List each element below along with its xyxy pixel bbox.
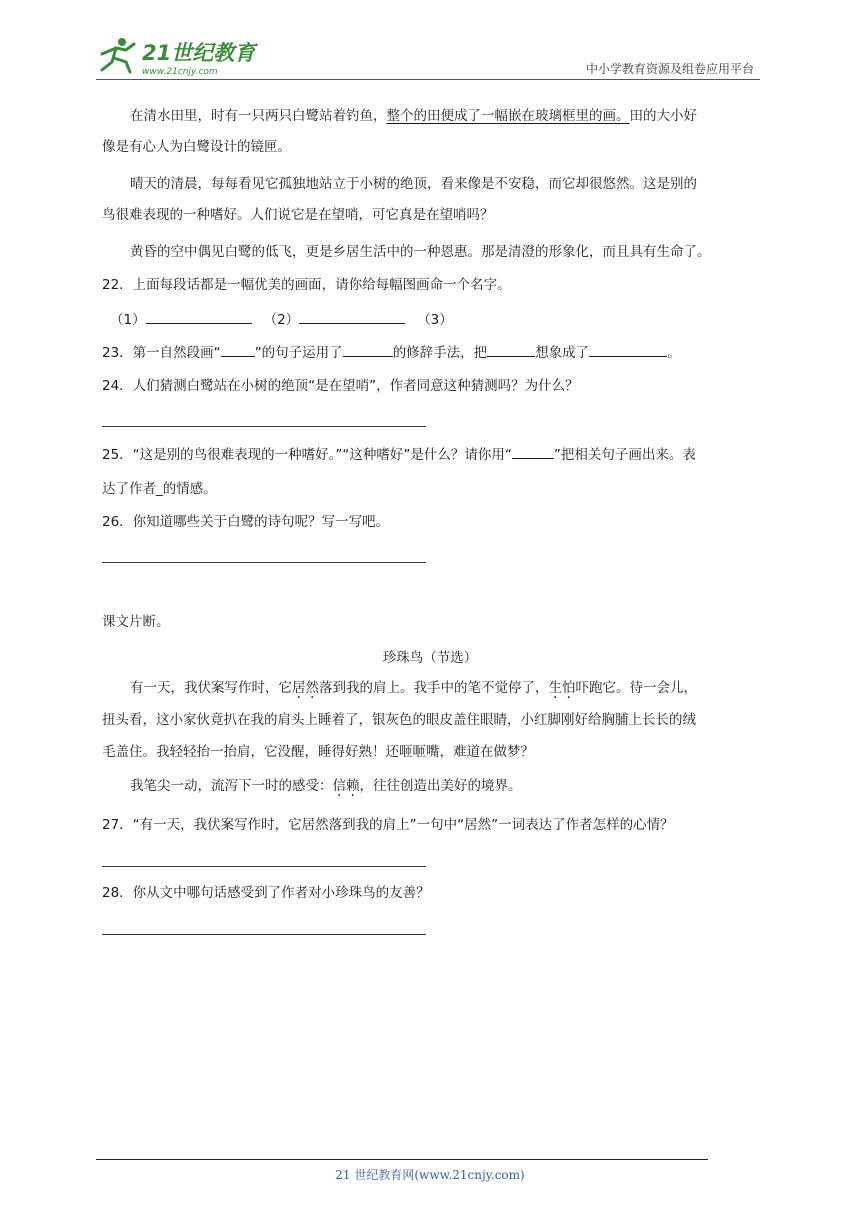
passage2-line4 xyxy=(130,776,522,796)
text-span: 落到我的肩上。我手中的笔不觉停了， xyxy=(319,680,549,696)
answer-blank[interactable] xyxy=(221,342,255,357)
logo-title: 21世纪教育 xyxy=(142,41,256,65)
emphasis-char: 然 xyxy=(305,680,319,696)
page-header xyxy=(96,30,760,80)
answer-blank[interactable] xyxy=(343,342,393,357)
logo-url: www.21cnjy.com xyxy=(142,67,218,77)
text-span: 的修辞手法，把 xyxy=(392,345,488,361)
answer-line-26[interactable] xyxy=(102,562,426,563)
footer-link[interactable]: 21 世纪教育网(www.21cnjy.com) xyxy=(335,1168,525,1182)
passage1-para1-line2: 像是有心人为白鹭设计的镜匣。 xyxy=(102,139,291,155)
answer-blank-2[interactable] xyxy=(299,309,405,324)
header-divider xyxy=(96,79,760,80)
text-span: 想象成了 xyxy=(535,345,590,361)
passage2-line3: 毛盖住。我轻轻抬一抬肩，它没醒，睡得好熟！还咂咂嘴，难道在做梦？ xyxy=(102,744,534,760)
blank-label-1: （1） xyxy=(110,312,146,328)
text-span: 吓跑它。待一会儿， xyxy=(575,680,697,696)
text-span: 在清水田里，时有一只两只白鹭站着钓鱼， xyxy=(130,108,387,124)
blank-label-3: （3） xyxy=(417,312,453,328)
passage2-line2: 扭头看，这小家伙竟扒在我的肩头上睡着了，银灰色的眼皮盖住眼睛，小红脚刚好给胸脯上长长的绒 xyxy=(102,712,696,728)
emphasis-char: 居 xyxy=(292,680,306,696)
answer-line-28[interactable] xyxy=(102,934,426,935)
text-span: 。 xyxy=(667,345,681,361)
passage1-para2-line2: 鸟很难表现的一种嗜好。人们说它是在望哨，可它真是在望哨吗？ xyxy=(102,207,494,223)
text-span: ，往往创造出美好的境界。 xyxy=(359,778,522,794)
text-span: 我笔尖一动，流泻下一时的感受： xyxy=(130,778,333,794)
passage1-para2-line1: 晴天的清晨，每每看见它孤独地站立于小树的绝顶，看来像是不安稳，而它却很悠然。这是别的 xyxy=(130,176,697,192)
text-span: 有一天，我伏案写作时，它 xyxy=(130,680,292,696)
logo xyxy=(96,34,266,78)
question-27: 27．“有一天，我伏案写作时，它居然落到我的肩上”一句中“居然”一词表达了作者怎样的心情？ xyxy=(102,817,674,833)
question-25-line1 xyxy=(102,444,696,465)
answer-blank[interactable] xyxy=(512,444,554,459)
question-22: 22．上面每段话都是一幅优美的画面，请你给每幅图画命一个名字。 xyxy=(102,277,511,293)
underlined-sentence: 整个的田便成了一幅嵌在玻璃框里的画。 xyxy=(386,108,630,124)
emphasis-char: 信 xyxy=(332,778,346,794)
emphasis-char: 怕 xyxy=(562,680,576,696)
question-26: 26．你知道哪些关于白鹭的诗句呢？写一写吧。 xyxy=(102,514,390,530)
blank-label-2: （2） xyxy=(263,312,300,328)
text-span: ”的句子运用了 xyxy=(254,345,343,361)
question-25-line2: 达了作者_的情感。 xyxy=(102,481,217,497)
answer-blank[interactable] xyxy=(589,342,667,357)
question-28: 28．你从文中哪句话感受到了作者对小珍珠鸟的友善？ xyxy=(102,885,430,901)
question-22-blanks xyxy=(110,309,453,330)
answer-blank-1[interactable] xyxy=(146,309,252,324)
answer-blank[interactable] xyxy=(487,342,535,357)
answer-line-27[interactable] xyxy=(102,866,426,867)
passage1-para1-line1 xyxy=(130,106,697,126)
question-24: 24．人们猜测白鹭站在小树的绝顶“是在望哨”，作者同意这种猜测吗？为什么？ xyxy=(102,378,579,394)
emphasis-char: 赖 xyxy=(346,778,360,794)
platform-title: 中小学教育资源及组卷应用平台 xyxy=(585,62,754,76)
passage2-line1 xyxy=(130,678,697,698)
footer-divider xyxy=(96,1159,708,1160)
question-23 xyxy=(102,342,681,363)
passage2-title: 珍珠鸟（节选） xyxy=(382,650,478,666)
text-span: 田的大小好 xyxy=(629,108,697,124)
answer-line-24[interactable] xyxy=(102,426,426,427)
emphasis-char: 生 xyxy=(548,680,562,696)
text-span: ”把相关句子画出来。表 xyxy=(553,447,696,463)
text-span: 23．第一自然段画“ xyxy=(102,345,221,361)
text-span: 25．“这是别的鸟很难表现的一种嗜好。”“这种嗜好”是什么？请你用“ xyxy=(102,447,512,463)
runner-icon xyxy=(102,38,134,72)
passage2-intro: 课文片断。 xyxy=(102,614,170,630)
passage1-para3-line1: 黄昏的空中偶见白鹭的低飞，更是乡居生活中的一种恩惠。那是清澄的形象化，而且具有生命了。 xyxy=(130,244,711,260)
